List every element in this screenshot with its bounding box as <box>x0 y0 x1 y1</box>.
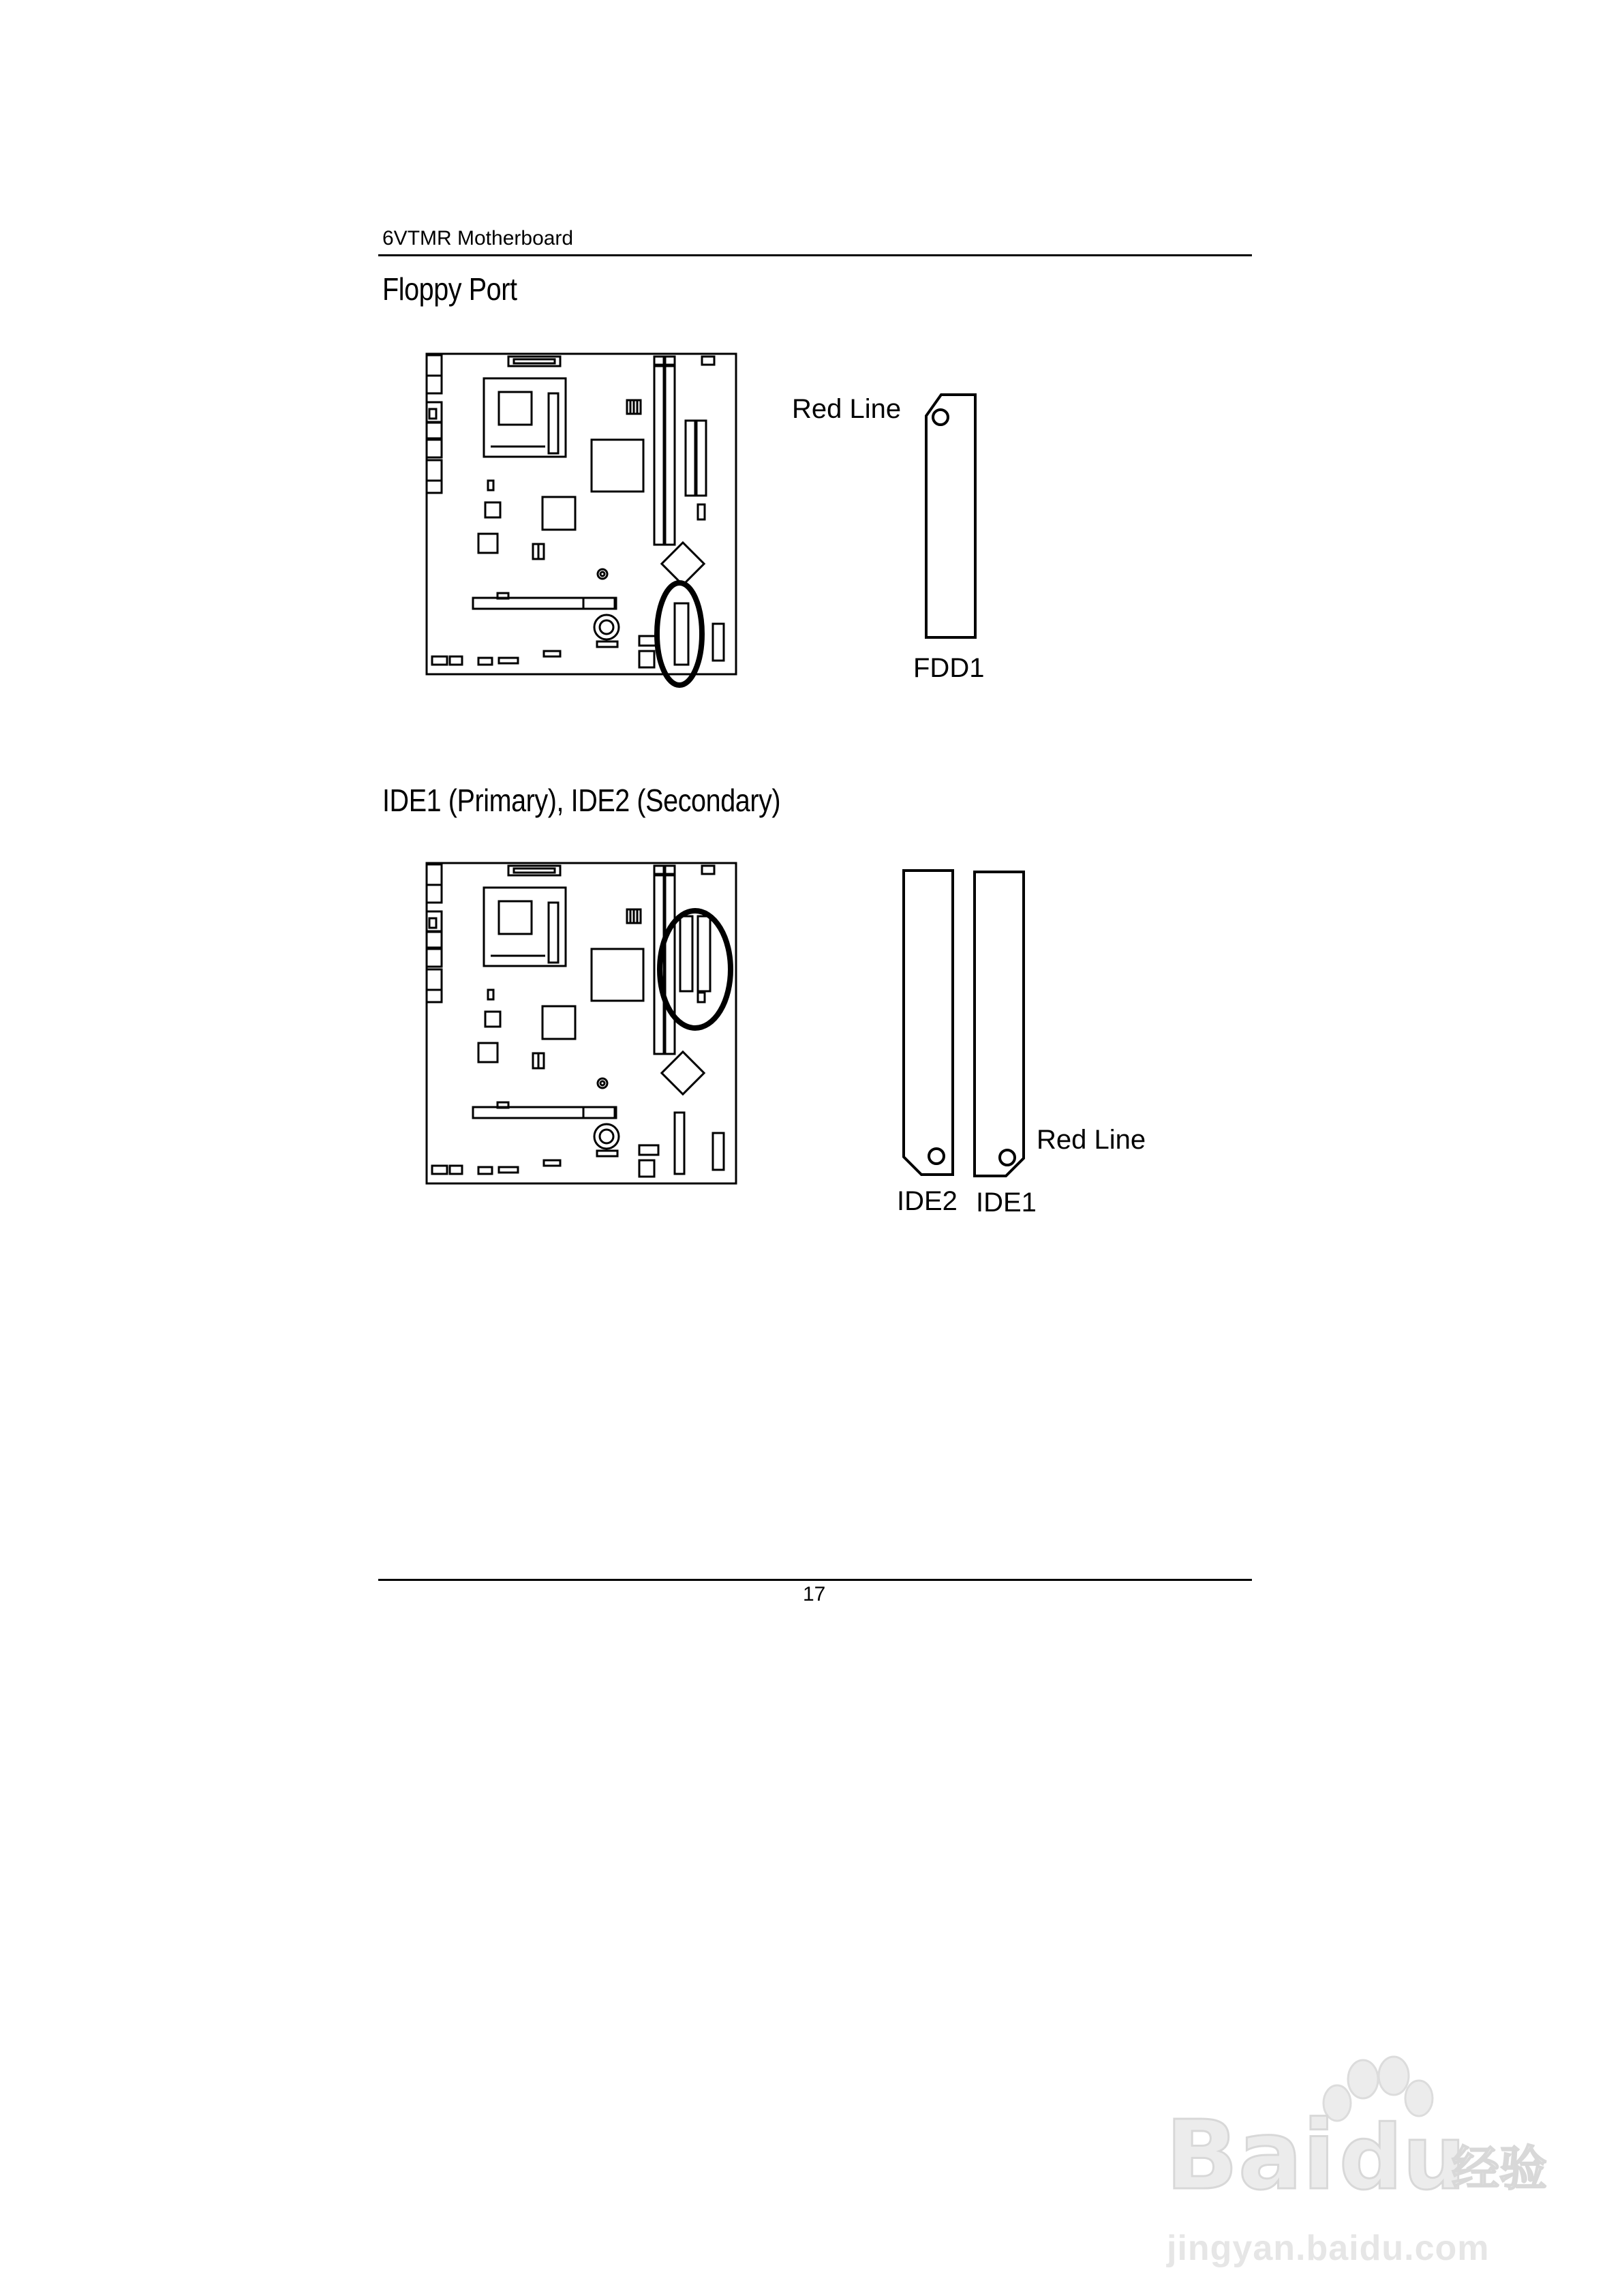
ide2-connector-diagram <box>901 868 955 1181</box>
floppy-section-heading: Floppy Port <box>382 271 517 307</box>
ide-red-line-label: Red Line <box>1037 1125 1146 1155</box>
footer-divider <box>378 1579 1252 1581</box>
motherboard-diagram-ide <box>423 860 736 1188</box>
svg-text:Bai: Bai <box>1165 2100 1336 2211</box>
ide1-connector-diagram <box>972 869 1026 1183</box>
ide2-label: IDE2 <box>897 1186 958 1216</box>
watermark-site-text: jingyan.baidu.com <box>1167 2229 1490 2268</box>
fdd1-connector-diagram <box>923 392 978 644</box>
fdd-red-line-label: Red Line <box>792 394 902 424</box>
motherboard-diagram-floppy <box>423 351 736 692</box>
svg-text:经验: 经验 <box>1452 2141 1547 2196</box>
fdd1-label: FDD1 <box>913 653 985 683</box>
header-title: 6VTMR Motherboard <box>382 227 574 250</box>
svg-text:du: du <box>1339 2106 1466 2209</box>
page-number: 17 <box>803 1583 826 1605</box>
ide-section-heading: IDE1 (Primary), IDE2 (Secondary) <box>382 783 781 818</box>
ide1-label: IDE1 <box>976 1188 1037 1218</box>
baidu-watermark-logo <box>1159 2052 1547 2216</box>
header-divider <box>378 254 1252 256</box>
